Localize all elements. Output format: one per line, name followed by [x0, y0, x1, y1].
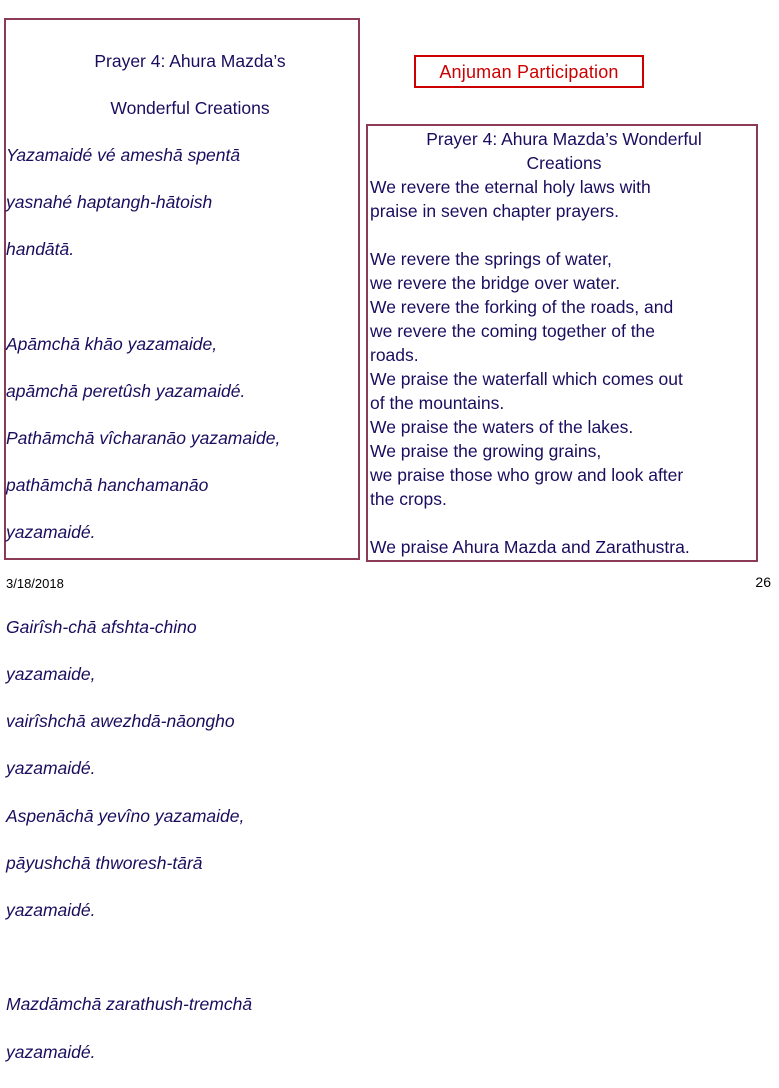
left-title-line-1: Prayer 4: Ahura Mazda’s [94, 50, 286, 71]
transliteration-text [6, 26, 358, 1088]
left-line: Pathāmchā vîcharanāo yazamaide, [6, 428, 281, 449]
right-line: We revere the springs of water, [370, 249, 612, 269]
right-line: We praise Ahura Mazda and Zarathustra. [370, 537, 690, 557]
slide-number: 26 [755, 574, 771, 590]
left-line: handātā. [6, 239, 75, 260]
right-line: We praise the growing grains, [370, 441, 602, 461]
anjuman-participation-badge: Anjuman Participation [414, 55, 644, 88]
left-line: yazamaidé. [6, 1041, 96, 1062]
right-line: praise in seven chapter prayers. [370, 201, 620, 221]
left-line: Aspenāchā yevîno yazamaide, [6, 805, 245, 826]
left-line: pāyushchā thworesh-tārā [6, 852, 203, 873]
right-line: We revere the forking of the roads, and [370, 297, 674, 317]
left-line: yazamaidé. [6, 522, 96, 543]
right-line: we revere the coming together of the [370, 321, 656, 341]
right-line: we praise those who grow and look after [370, 465, 684, 485]
right-line: We praise the waters of the lakes. [370, 417, 634, 437]
right-line: We praise the waterfall which comes out [370, 369, 683, 389]
right-line: roads. [370, 345, 419, 365]
left-line: yazamaidé. [6, 758, 96, 779]
left-line: Mazdāmchā zarathush-tremchā [6, 994, 253, 1015]
left-line: yasnahé haptangh-hātoish [6, 192, 213, 213]
left-line: yazamaidé. [6, 899, 96, 920]
right-line: We revere the eternal holy laws with [370, 177, 651, 197]
slide-date: 3/18/2018 [6, 576, 64, 591]
right-line: the crops. [370, 489, 447, 509]
left-line: Apāmchā khāo yazamaide, [6, 333, 218, 354]
left-line: Yazamaidé vé ameshā spentā [6, 144, 241, 165]
right-title-line-2: Creations [526, 153, 602, 173]
translation-text [370, 127, 758, 559]
left-line: Gairîsh-chā afshta-chino [6, 616, 197, 637]
right-line: we revere the bridge over water. [370, 273, 620, 293]
left-line: pathāmchā hanchamanāo [6, 475, 209, 496]
left-line: apāmchā peretûsh yazamaidé. [6, 380, 246, 401]
left-line: vairîshchā awezhdā-nāongho [6, 711, 235, 732]
left-line: yazamaide, [6, 664, 96, 685]
right-line: of the mountains. [370, 393, 505, 413]
left-title-line-2: Wonderful Creations [110, 97, 270, 118]
right-title-line-1: Prayer 4: Ahura Mazda’s Wonderful [426, 129, 702, 149]
